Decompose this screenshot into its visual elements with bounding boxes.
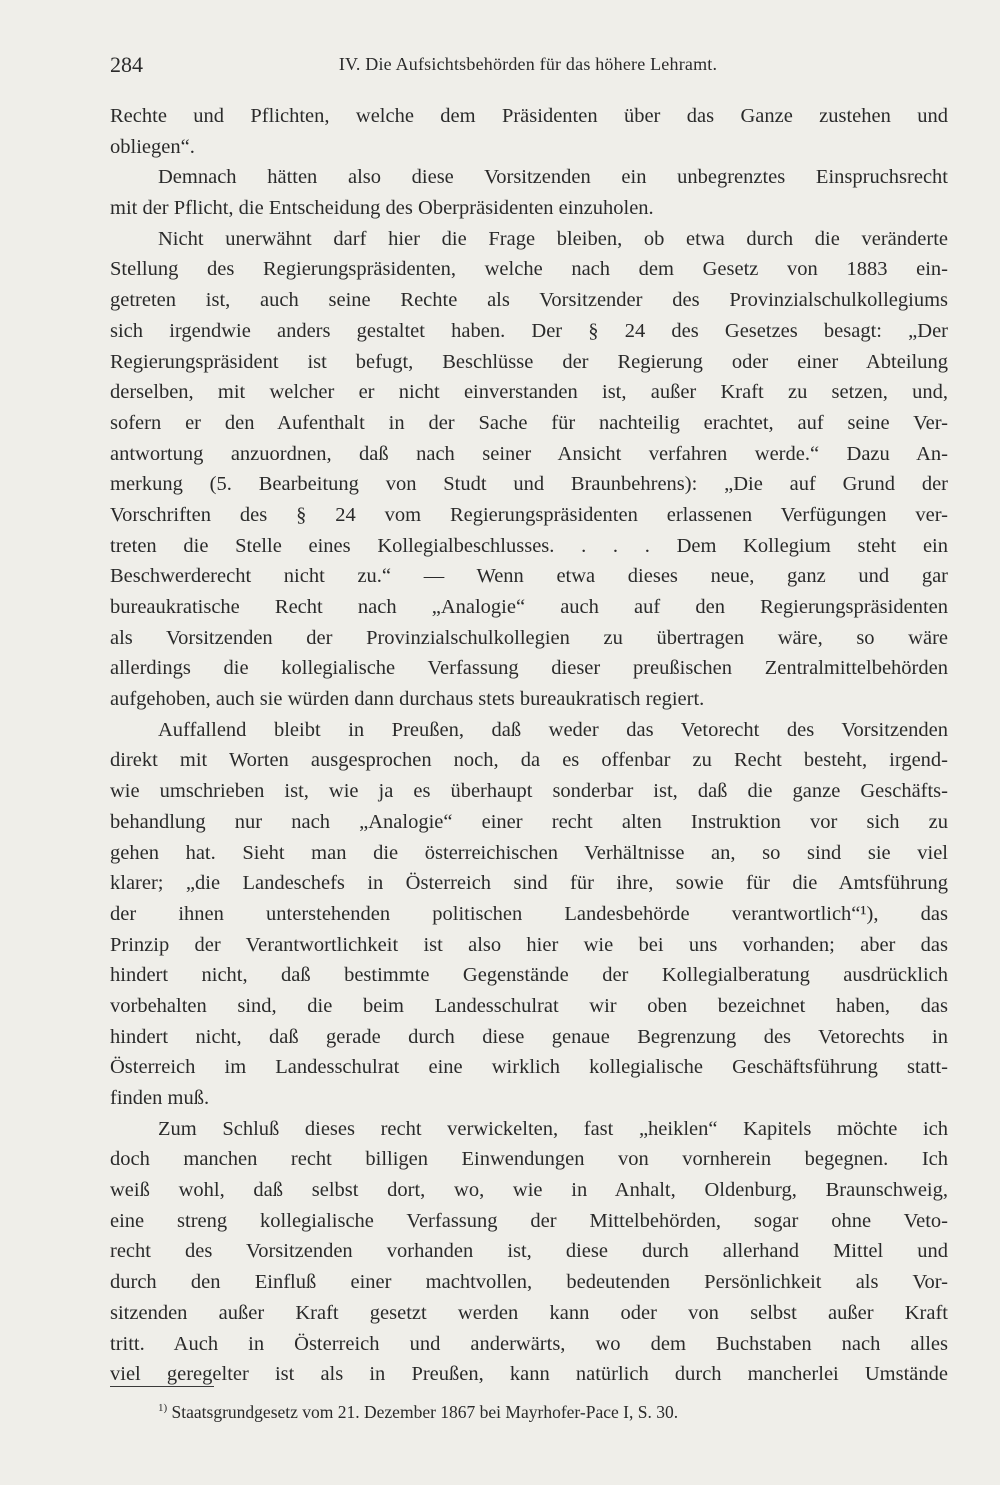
text-line: durch den Einfluß einer machtvollen, bedeutenden Persönlichkeit als Vor- — [110, 1271, 948, 1294]
text-line: aufgehoben, auch sie würden dann durchaus stets bureaukratisch regiert. — [110, 688, 705, 711]
text-line: sich irgendwie anders gestaltet haben. Der § 24 des Gesetzes besagt: „Der — [110, 319, 948, 342]
text-line: Prinzip der Verantwortlichkeit ist also hier wie bei uns vorhanden; aber das — [110, 933, 948, 956]
text-line: tritt. Auch in Österreich und anderwärts, wo dem Buchstaben nach alles — [110, 1332, 948, 1355]
text-line: Vorschriften des § 24 vom Regierungspräsidenten erlassenen Verfügungen ver- — [110, 503, 948, 526]
text-line: Österreich im Landesschulrat eine wirklich kollegialische Geschäftsführung statt- — [110, 1056, 948, 1079]
text-line: bureaukratische Recht nach „Analogie“ auch auf den Regierungspräsidenten — [110, 596, 948, 618]
text-line: Auffallend bleibt in Preußen, daß weder das Vetorecht des Vorsitzenden — [158, 718, 948, 741]
text-line: Regierungspräsident ist befugt, Beschlüsse der Regierung oder einer Abteilung — [110, 350, 948, 373]
footnote-divider — [110, 1386, 214, 1387]
text-line: Demnach hätten also diese Vorsitzenden ein unbegrenztes Einspruchsrecht — [158, 166, 948, 189]
text-line: sitzenden außer Kraft gesetzt werden kann oder von selbst außer Kraft — [110, 1301, 948, 1324]
text-line: finden muß. — [110, 1087, 210, 1109]
text-line: merkung (5. Bearbeitung von Studt und Braunbehrens): „Die auf Grund der — [110, 473, 948, 496]
text-line: klarer; „die Landeschefs in Österreich sind für ihre, sowie für die Amtsführung — [110, 872, 948, 895]
footnote-marker: 1) — [158, 1402, 168, 1415]
text-line: allerdings die kollegialische Verfassung dieser preußischen Zentralmittelbehörden — [110, 657, 948, 680]
text-line: viel geregelter ist als in Preußen, kann natürlich durch mancherlei Umstände — [110, 1363, 948, 1386]
page-header — [110, 52, 946, 86]
text-line: sofern er den Aufenthalt in der Sache für nachteilig erachtet, auf seine Ver- — [110, 411, 948, 434]
text-line: Zum Schluß dieses recht verwickelten, fast „heiklen“ Kapitels möchte ich — [158, 1117, 948, 1140]
text-line: als Vorsitzenden der Provinzialschulkollegien zu übertragen wäre, so wäre — [110, 626, 948, 649]
text-line: hindert nicht, daß gerade durch diese genaue Begrenzung des Vetorechts in — [110, 1025, 948, 1048]
text-line: eine streng kollegialische Verfassung der Mittelbehörden, sogar ohne Veto- — [110, 1209, 948, 1232]
text-line: treten die Stelle eines Kollegialbeschlusses. . . . Dem Kollegium steht ein — [110, 534, 948, 557]
running-title: IV. Die Aufsichtsbehörden für das höhere Lehramt. — [338, 54, 718, 74]
page-number: 284 — [110, 52, 143, 77]
footnote-text: Staatsgrundgesetz vom 21. Dezember 1867 bei Mayrhofer-Pace I, S. 30. — [171, 1402, 679, 1422]
text-line: hindert nicht, daß bestimmte Gegenstände der Kollegialberatung ausdrücklich — [110, 964, 948, 987]
text-line: gehen hat. Sieht man die österreichischen Verhältnisse an, so sind sie viel — [110, 841, 948, 864]
footnote — [158, 1402, 678, 1423]
text-line: derselben, mit welcher er nicht einverstanden ist, außer Kraft zu setzen, und, — [110, 381, 948, 404]
text-line: obliegen“. — [110, 135, 195, 158]
text-line: weiß wohl, daß selbst dort, wo, wie in Anhalt, Oldenburg, Braunschweig, — [110, 1179, 948, 1202]
text-line: direkt mit Worten ausgesprochen noch, da es offenbar zu Recht besteht, irgend- — [110, 749, 948, 772]
text-line: Nicht unerwähnt darf hier die Frage bleiben, ob etwa durch die veränderte — [158, 227, 948, 250]
text-line: Stellung des Regierungspräsidenten, welche nach dem Gesetz von 1883 ein- — [110, 258, 948, 281]
text-line: behandlung nur nach „Analogie“ einer recht alten Instruktion vor sich zu — [110, 810, 948, 833]
text-line: recht des Vorsitzenden vorhanden ist, diese durch allerhand Mittel und — [110, 1240, 948, 1263]
text-line: der ihnen unterstehenden politischen Landesbehörde verantwortlich“¹), das — [110, 902, 948, 925]
body-text — [110, 101, 948, 1390]
text-line: antwortung anzuordnen, daß nach seiner Ansicht verfahren werde.“ Dazu An- — [110, 442, 948, 465]
text-line: mit der Pflicht, die Entscheidung des Oberpräsidenten einzuholen. — [110, 197, 654, 220]
text-line: getreten ist, auch seine Rechte als Vorsitzender des Provinzialschulkollegiums — [110, 289, 948, 312]
text-line: Rechte und Pflichten, welche dem Präsidenten über das Ganze zustehen und — [110, 105, 948, 127]
text-line: vorbehalten sind, die beim Landesschulrat wir oben bezeichnet haben, das — [110, 994, 948, 1017]
text-line: wie umschrieben ist, wie ja es überhaupt sonderbar ist, daß die ganze Geschäfts- — [110, 780, 948, 803]
text-line: Beschwerderecht nicht zu.“ — Wenn etwa dieses neue, ganz und gar — [110, 565, 948, 588]
text-line: doch manchen recht billigen Einwendungen von vornherein begegnen. Ich — [110, 1148, 948, 1171]
